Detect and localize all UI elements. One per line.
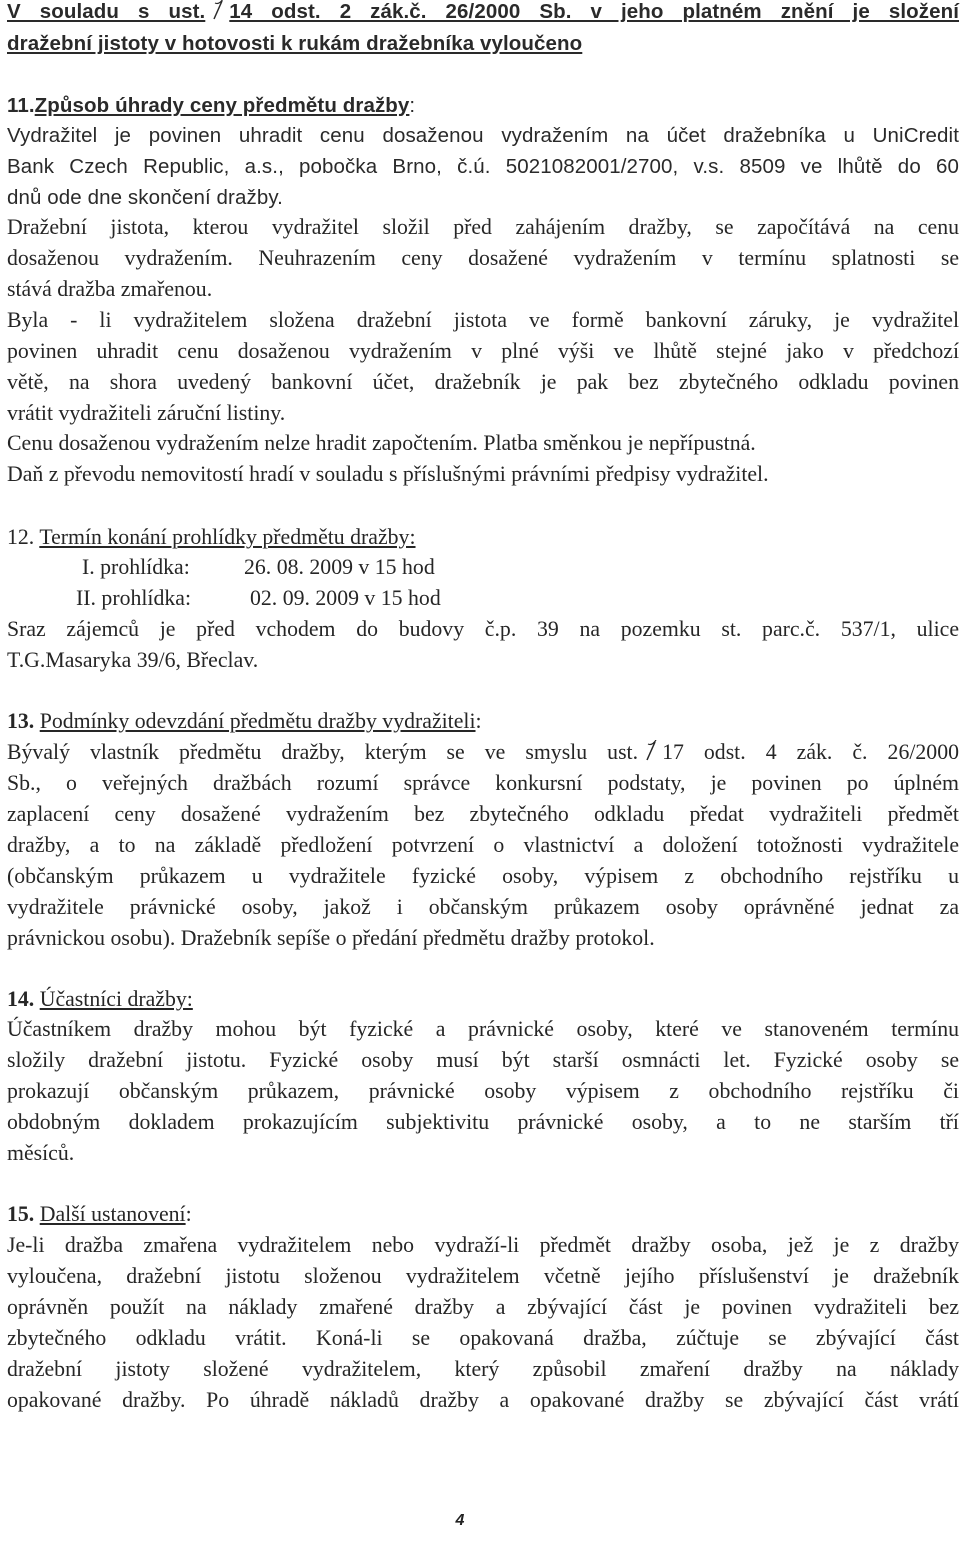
visit-2-label: II. prohlídka: xyxy=(76,586,192,610)
section-11-paragraph-3 xyxy=(7,305,959,429)
section-14-number: 14. xyxy=(7,987,35,1011)
s11-p3-line-3: větě, na shora uvedený bankovní účet, dražebník je pak bez zbytečného odkladu povinen xyxy=(7,370,959,394)
section-11-paragraph-2 xyxy=(7,212,959,305)
section-14-heading xyxy=(7,984,959,1015)
top-line-1-start: V souladu s ust. xyxy=(7,0,206,23)
section-14-title: Účastníci dražby: xyxy=(39,987,193,1011)
section-11-number: 11. xyxy=(7,94,35,117)
s15-line-1: Je-li dražba zmařena vydražitelem nebo vydraží-li předmět dražby osoba, jež je z dražby xyxy=(7,1233,959,1257)
meeting-line-1: Sraz zájemců je před vchodem do budovy č.p. 39 na pozemku st. parc.č. 537/1, ulice xyxy=(7,617,959,641)
section-13-body xyxy=(7,768,959,954)
section-11-title: Způsob úhrady ceny předmětu dražby xyxy=(34,94,410,117)
section-11-colon: : xyxy=(409,94,416,117)
visit-1-label: I. prohlídka: xyxy=(82,555,190,579)
page-number: 4 xyxy=(455,1512,465,1529)
s15-line-5: dražební jistoty složené vydražitelem, který způsobil zmaření dražby na náklady xyxy=(7,1357,959,1381)
s11-p3-line-2: povinen uhradit cenu dosaženou vydražením v plné výši ve lhůtě stejné jako v předchozí xyxy=(7,339,959,363)
section-12-heading xyxy=(7,522,959,553)
s14-line-5: měsíců. xyxy=(7,1141,75,1165)
s11-p2-line-3: stává dražba zmařenou. xyxy=(7,277,213,301)
section-14-body xyxy=(7,1014,959,1169)
section-sign-icon xyxy=(644,740,658,762)
section-13-title: Podmínky odevzdání předmětu dražby vydražiteli xyxy=(39,709,476,733)
s13-line-1-end: 17 odst. 4 zák. č. 26/2000 xyxy=(662,740,959,764)
s13-line-6: vydražitele právnické osoby, jakož i občanským průkazem osoby oprávněné jednat za xyxy=(7,895,959,919)
section-13-number: 13. xyxy=(7,709,35,733)
s11-p2-line-1: Dražební jistota, kterou vydražitel složil před zahájením dražby, se započítává na cenu xyxy=(7,215,959,239)
visit-2 xyxy=(76,583,960,614)
top-line-1 xyxy=(7,0,959,26)
s11-p3-line-4: vrátit vydražiteli záruční listiny. xyxy=(7,401,286,425)
s15-line-3: oprávněn použít na náklady zmařené dražby a zbývající část je povinen vydražiteli bez xyxy=(7,1295,959,1319)
section-15-heading xyxy=(7,1199,959,1230)
s13-line-1 xyxy=(7,737,959,768)
section-12-title: Termín konání prohlídky předmětu dražby: xyxy=(39,525,416,549)
visit-1 xyxy=(82,552,960,583)
s14-line-2: složily dražební jistotu. Fyzické osoby musí být starší osmnácti let. Fyzické osoby se xyxy=(7,1048,959,1072)
section-15-number: 15. xyxy=(7,1202,35,1226)
s13-line-3: zaplacení ceny dosažené vydražením bez zbytečného odkladu předat vydražiteli předmět xyxy=(7,802,959,826)
section-15-title: Další ustanovení xyxy=(39,1202,186,1226)
section-12-number: 12. xyxy=(7,525,35,549)
s13-line-7: právnickou osobu). Dražebník sepíše o předání předmětu dražby protokol. xyxy=(7,926,655,950)
s14-line-3: prokazují občanským průkazem, právnické osoby výpisem z obchodního rejstříku či xyxy=(7,1079,959,1103)
s11-line-1: Vydražitel je povinen uhradit cenu dosaženou vydražením na účet dražebníka u UniCredit xyxy=(7,124,959,147)
s15-line-4: zbytečného odkladu vrátit. Koná-li se opakovaná dražba, zúčtuje se zbývající část xyxy=(7,1326,959,1350)
meeting-point xyxy=(7,614,959,676)
s11-line-3: dnů ode dne skončení dražby. xyxy=(7,186,283,209)
meeting-line-2: T.G.Masaryka 39/6, Břeclav. xyxy=(7,648,259,672)
section-13-heading xyxy=(7,706,959,737)
section-15-colon: : xyxy=(185,1202,192,1226)
section-sign-icon xyxy=(211,0,225,21)
section-13-colon: : xyxy=(475,709,482,733)
s15-line-2: vyloučena, dražební jistotu složenou vydražitelem včetně jejího příslušenství je dražebník xyxy=(7,1264,959,1288)
s11-p4: Cenu dosaženou vydražením nelze hradit započtením. Platba směnkou je nepřípustná. xyxy=(7,431,756,455)
s13-line-1-start: Bývalý vlastník předmětu dražby, kterým se ve smyslu ust. xyxy=(7,740,639,764)
visit-2-value: 02. 09. 2009 v 15 hod xyxy=(250,586,441,610)
section-11-heading xyxy=(7,92,959,120)
s15-line-6: opakované dražby. Po úhradě nákladů dražby a opakované dražby se zbývající část vrátí xyxy=(7,1388,959,1412)
s14-line-1: Účastníkem dražby mohou být fyzické a právnické osoby, které ve stanoveném termínu xyxy=(7,1017,959,1041)
s14-line-4: obdobným dokladem prokazujícím subjektivitu právnické osoby, a to ne starším tří xyxy=(7,1110,959,1134)
s13-line-2: Sb., o veřejných dražbách rozumí správce konkursní podstaty, je povinen po úplném xyxy=(7,771,959,795)
s11-p3-line-1: Byla - li vydražitelem složena dražební jistota ve formě bankovní záruky, je vydražitel xyxy=(7,308,959,332)
top-line-2: dražební jistoty v hotovosti k rukám dražebníka vyloučeno xyxy=(7,32,583,55)
section-15-body xyxy=(7,1230,959,1416)
s13-line-4: dražby, a to na základě předložení potvrzení o vlastnictví a doložení totožnosti vydražitele xyxy=(7,833,959,857)
section-11-body xyxy=(7,120,959,213)
s13-line-5: (občanským průkazem u vydražitele fyzické osoby, výpisem z obchodního rejstříku u xyxy=(7,864,959,888)
s11-p5: Daň z převodu nemovitostí hradí v souladu s příslušnými právními předpisy vydražitel. xyxy=(7,462,769,486)
visit-1-value: 26. 08. 2009 v 15 hod xyxy=(244,555,435,579)
s11-line-2: Bank Czech Republic, a.s., pobočka Brno, č.ú. 5021082001/2700, v.s. 8509 ve lhůtě do 60 xyxy=(7,155,959,178)
top-line-1-end: 14 odst. 2 zák.č. 26/2000 Sb. v jeho platném znění je složení xyxy=(229,0,960,23)
s11-p2-line-2: dosaženou vydražením. Neuhrazením ceny dosažené vydražením v termínu splatnosti se xyxy=(7,246,959,270)
